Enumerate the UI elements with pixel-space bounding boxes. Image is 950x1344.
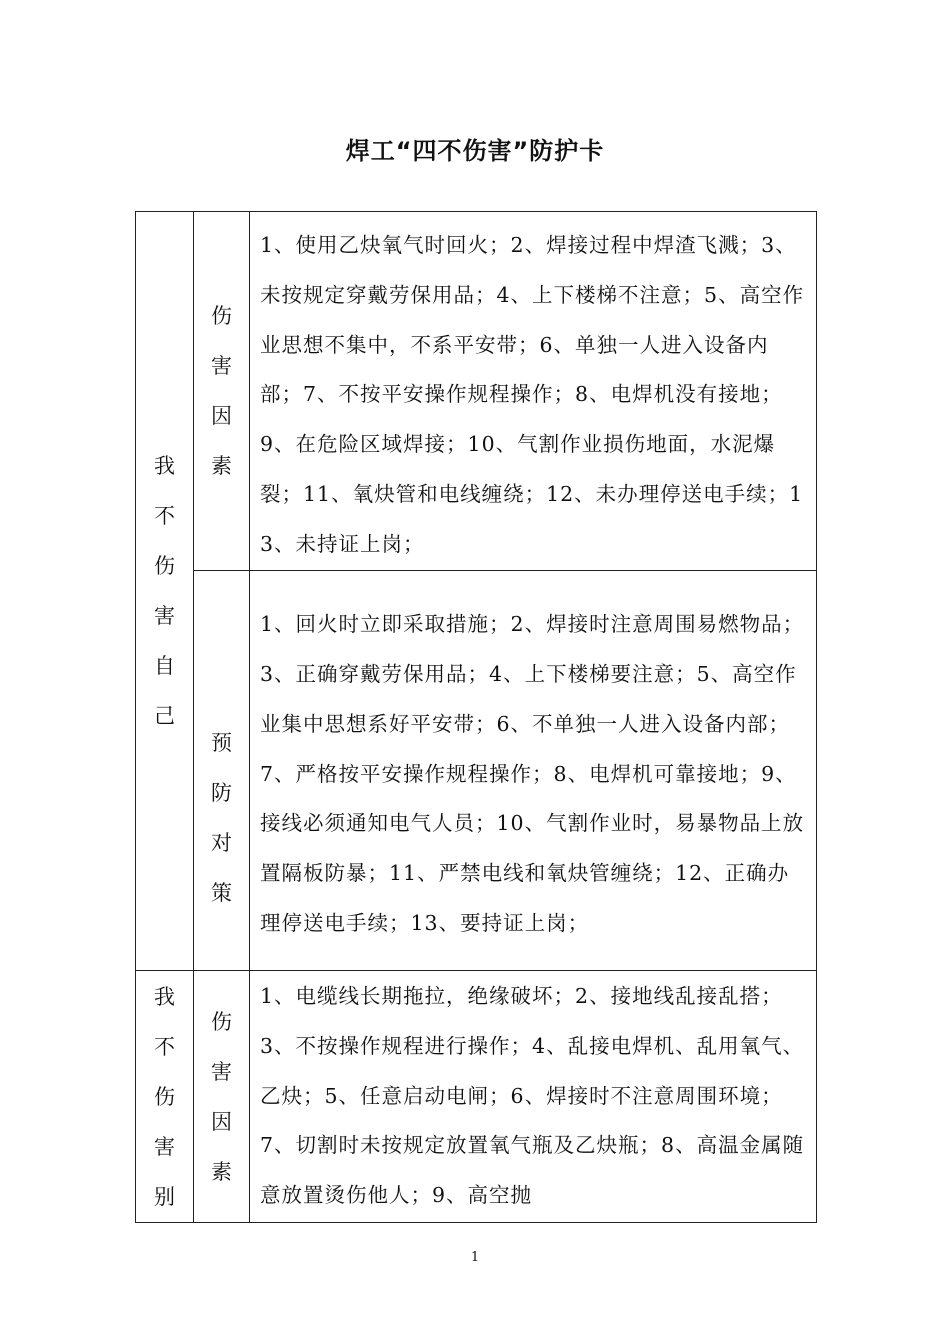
category-cell-others bbox=[136, 970, 194, 1222]
hazard-label-cell bbox=[194, 212, 250, 571]
table-row bbox=[136, 570, 817, 970]
hazard-label: 伤害因素 bbox=[211, 303, 232, 478]
hazard-text: 1、电缆线长期拖拉，绝缘破坏；2、接地线乱接乱搭；3、不按操作规程进行操作；4、乱接电焊机、乱用氧气、乙炔；5、任意启动电闸；6、焊接时不注意周围环境；7、切割时未按规定放置氧气瓶及乙炔瓶；8、高温金属随意放置烫伤他人；9、高空抛 bbox=[260, 984, 805, 1208]
hazard-label-cell bbox=[194, 970, 250, 1222]
hazard-label: 伤害因素 bbox=[211, 1009, 232, 1184]
measure-label-cell bbox=[194, 570, 250, 970]
page-number: 1 bbox=[470, 1250, 480, 1265]
measure-label: 预防对策 bbox=[211, 731, 232, 906]
hazard-text: 1、使用乙炔氧气时回火；2、焊接过程中焊渣飞溅；3、未按规定穿戴劳保用品；4、上下楼梯不注意；5、高空作业思想不集中，不系平安带；6、单独一人进入设备内部；7、不按平安操作规程操作；8、电焊机没有接地；9、在危险区域焊接；10、气割作业损伤地面，水泥爆裂；11、氧炔管和电线缠绕；12、未办理停送电手续；13、未持证上岗； bbox=[260, 233, 805, 556]
table-row bbox=[136, 970, 817, 1222]
measure-text: 1、回火时立即采取措施；2、焊接时注意周围易燃物品；3、正确穿戴劳保用品；4、上下楼梯要注意；5、高空作业集中思想系好平安带；6、不单独一人进入设备内部；7、严格按平安操作规程操作；8、电焊机可靠接地；9、接线必须通知电气人员；10、气割作业时，易暴物品上放置隔板防暴；11、严禁电线和氧炔管缠绕；12、正确办理停送电手续；13、要持证上岗； bbox=[260, 612, 805, 936]
category-label: 我不伤害别 bbox=[154, 984, 175, 1209]
page-title: 焊工“四不伤害”防护卡 bbox=[345, 137, 605, 165]
table-row bbox=[136, 212, 817, 571]
hazard-text-cell bbox=[250, 212, 817, 571]
protection-card-table bbox=[135, 211, 817, 1223]
category-label: 我不伤害自己 bbox=[154, 453, 175, 728]
hazard-text-cell bbox=[250, 970, 817, 1222]
category-cell-self bbox=[136, 212, 194, 971]
measure-text-cell bbox=[250, 570, 817, 970]
